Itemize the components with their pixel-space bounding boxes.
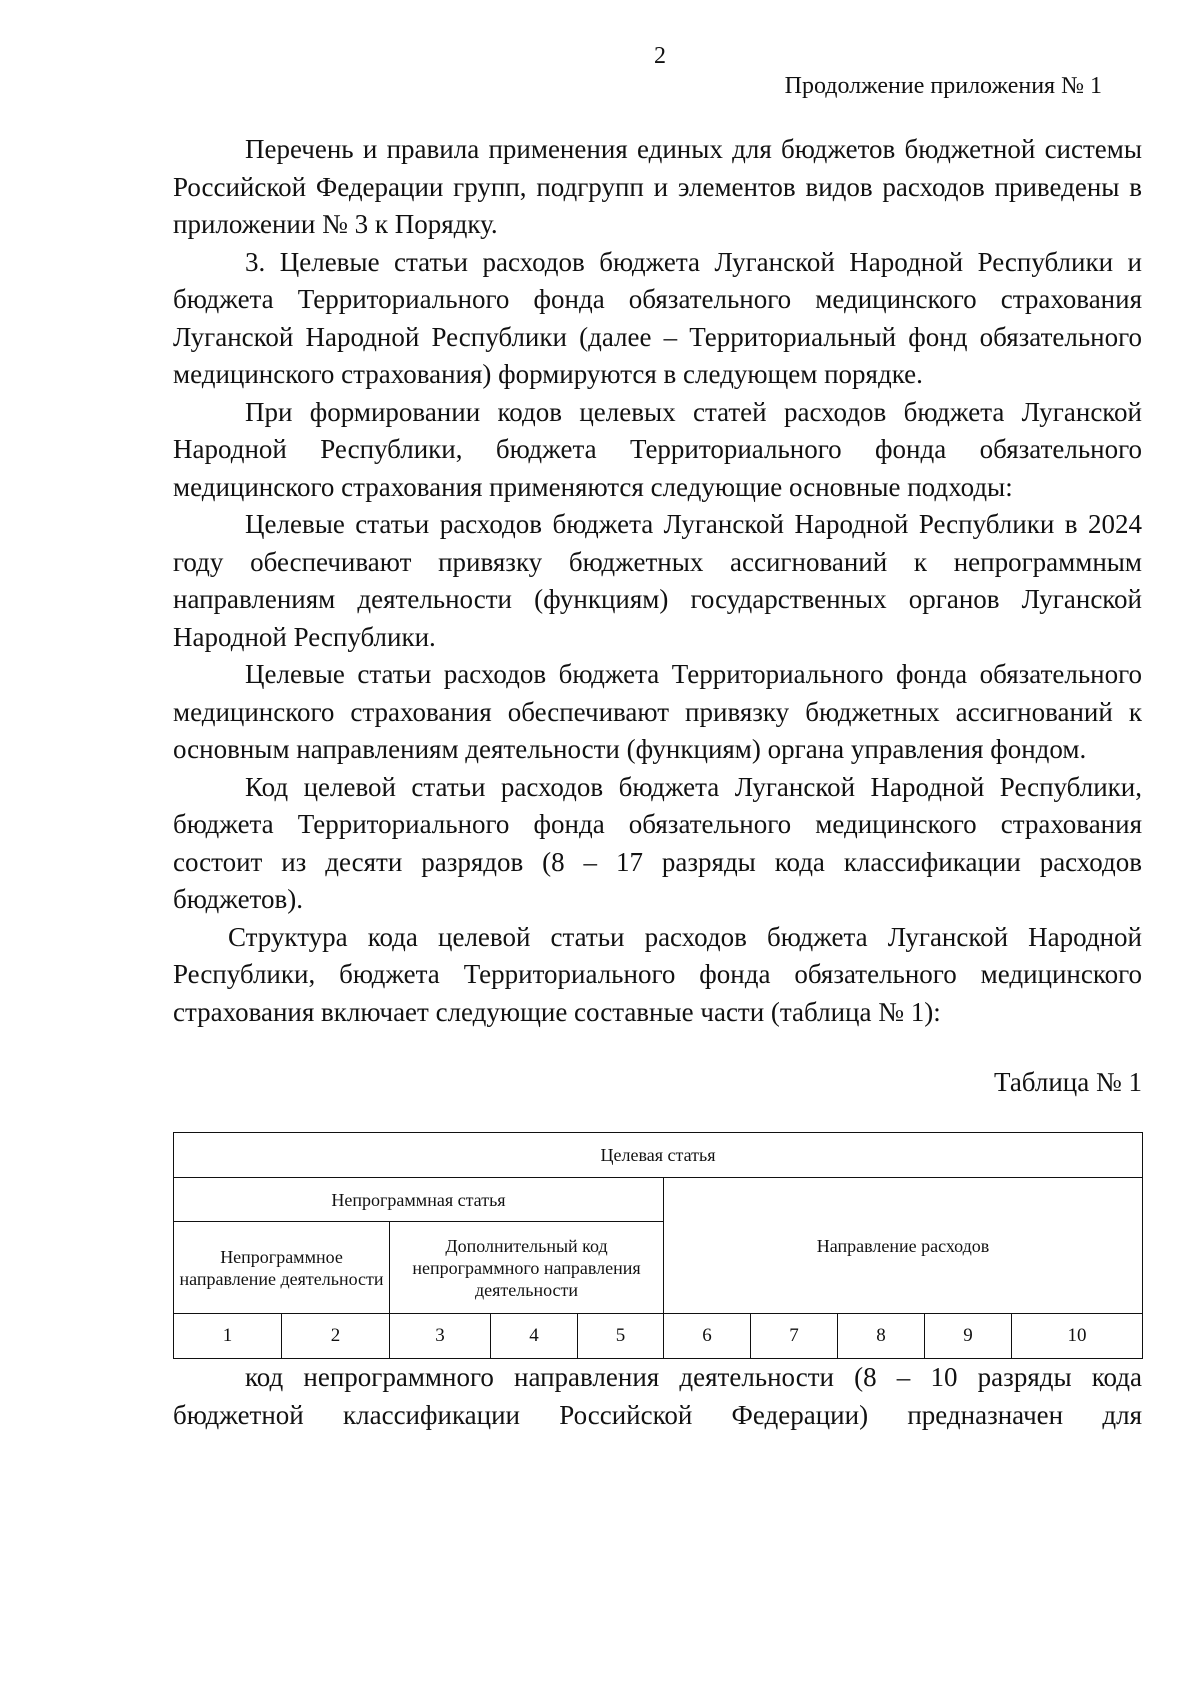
- target-article-table: [173, 1132, 1143, 1359]
- paragraph-6: Код целевой статьи расходов бюджета Луганской Народной Республики, бюджета Территориального фонда обязательного медицинского страхования состоит из десяти разрядов (8 – 17 разряды кода классификации расходов бюджетов).: [173, 771, 1142, 914]
- continuation-note: Продолжение приложения № 1: [784, 73, 1102, 99]
- nonprogram-article-cell: Непрограммная статья: [174, 1178, 664, 1222]
- expense-direction-cell: Направление расходов: [664, 1178, 1143, 1314]
- digit-cell: 5: [578, 1314, 664, 1359]
- paragraph-3: При формировании кодов целевых статей расходов бюджета Луганской Народной Республики, бюджета Территориального фонда обязательного медицинского страхования применяются следующие основные подходы:: [173, 396, 1142, 502]
- table-header-cell: Целевая статья: [174, 1133, 1143, 1178]
- table-label: Таблица № 1: [994, 1067, 1142, 1097]
- digit-cell: 9: [925, 1314, 1012, 1359]
- digit-cell: 10: [1012, 1314, 1143, 1359]
- paragraph-1: Перечень и правила применения единых для бюджетов бюджетной системы Российской Федерации групп, подгрупп и элементов видов расходов приведены в приложении № 3 к Порядку.: [173, 134, 1142, 239]
- document-body: [173, 131, 1142, 1434]
- digit-cell: 2: [282, 1314, 390, 1359]
- digit-cell: 7: [751, 1314, 838, 1359]
- digit-cell: 3: [390, 1314, 491, 1359]
- paragraph-4: Целевые статьи расходов бюджета Луганской Народной Республики в 2024 году обеспечивают привязку бюджетных ассигнований к непрограммным направлениям деятельности (функциям) государственных органов Луганской Народной Республики.: [173, 509, 1142, 652]
- additional-code-cell: Дополнительный код непрограммного направления деятельности: [390, 1222, 664, 1314]
- paragraph-8: код непрограммного направления деятельности (8 – 10 разряды кода бюджетной классификации Российской Федерации) предназначен для: [173, 1362, 1142, 1430]
- digit-cell: 6: [664, 1314, 751, 1359]
- paragraph-7: Структура кода целевой статьи расходов бюджета Луганской Народной Республики, бюджета Территориального фонда обязательного медицинского страхования включает следующие составные части (таблица № 1):: [173, 921, 1142, 1027]
- page-number: 2: [654, 43, 666, 69]
- paragraph-5: Целевые статьи расходов бюджета Территориального фонда обязательного медицинского страхования обеспечивают привязку бюджетных ассигнований к основным направлениям деятельности (функциям) органа управления фондом.: [173, 659, 1142, 764]
- digit-cell: 4: [491, 1314, 578, 1359]
- digit-cell: 1: [174, 1314, 282, 1359]
- nonprogram-direction-cell: Непрограммное направление деятельности: [174, 1222, 390, 1314]
- digit-cell: 8: [838, 1314, 925, 1359]
- paragraph-2: 3. Целевые статьи расходов бюджета Луганской Народной Республики и бюджета Территориального фонда обязательного медицинского страхования Луганской Народной Республики (далее – Территориальный фонд обязательного медицинского страхования) формируются в следующем порядке.: [173, 246, 1142, 389]
